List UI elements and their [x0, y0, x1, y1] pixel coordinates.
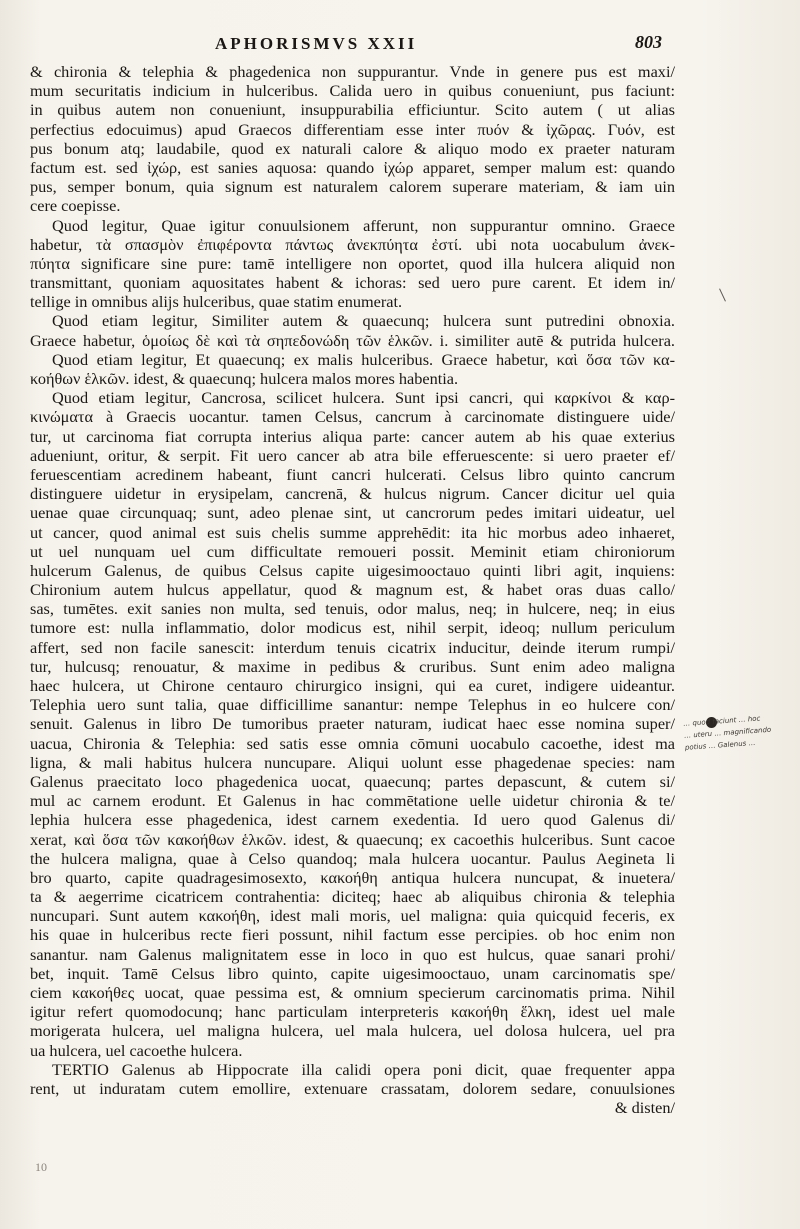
text-line: hulcerum Galenus, de quibus Celsus capite uigesimooctauo quinti libri agit, inquiens:: [30, 560, 675, 580]
text-line: rent, ut induratam cutem emollire, extenuare crassatam, dolorem sedare, conuulsiones: [30, 1078, 675, 1098]
text-line: Quod etiam legitur, Et quaecunq; ex malis hulceribus. Graece habetur, καὶ ὅσα τῶν κα-: [52, 349, 675, 369]
text-line: ut uel nunquam uel cum difficultate remoueri possit. Meminit etiam chironiorum: [30, 541, 675, 561]
text-line: Graece habetur, ὁμοίως δὲ καὶ τὰ σηπεδονώδη τῶν ἑλκῶν. i. similiter autē & putrida hulcera.: [30, 330, 675, 350]
text-line: sas, tumētes. exit sanies non multa, sed tenuis, odor malus, neq; in hulcere, neq; in eius: [30, 599, 675, 619]
text-line: ciem κακοήθες uocat, quae pessima est, & omnium specierum carcinomatis prima. Nihil: [30, 983, 675, 1002]
text-line: bet, inquit. Tamē Celsus libro quinto, capite uigesimooctauo, unam carcinomatis spe/: [30, 963, 675, 983]
text-line: TERTIO Galenus ab Hippocrate illa calidi opera poni dicit, quae frequenter appa: [52, 1059, 675, 1079]
text-line: Quod etiam legitur, Cancrosa, scilicet hulcera. Sunt ipsi cancri, qui καρκίνοι & καρ-: [52, 388, 675, 408]
text-line: feruescentiam acredinem habeant, fiunt cancri hulcerati. Celsus libro quinto cancrum: [30, 464, 675, 484]
text-line: morigerata hulcera, uel maligna hulcera, uel mala hulcera, uel dolosa hulcera, uel pra: [30, 1021, 675, 1041]
text-line: & disten/: [614, 1098, 675, 1118]
text-line: ta & aegerrime cicatricem contrahentia: diciteq; haec ab aliquibus chironia & telephia: [30, 887, 675, 907]
text-line: mul ac carnem erodunt. Et Galenus in hac commētatione uelle uidetur chironia & te/: [30, 791, 675, 811]
text-line: pus, semper bonum, quia signum est naturalem calorem superare materiam, & iam uin: [30, 177, 675, 197]
marginalia-line: … uteru … magnificando: [683, 725, 772, 740]
text-line: πύητα significare sine pure: tamē intelligere non oportet, quod illa hulcera aliquid non: [30, 253, 675, 273]
text-line: ligna, & mali habitus hulcera nuncupare. Aliqui uolunt esse phagedenae species: nam: [30, 752, 675, 772]
text-line: bro quarto, capite quadragesimosexto, κακοήθη antiqua hulcera nuncupat, & inuetera/: [30, 867, 675, 887]
text-line: haec hulcera, ut Chirone centauro chirurgico insigni, qui ea curet, indigere uideantur.: [30, 676, 675, 695]
text-line: habetur, τὰ σπασμὸν ἐπιφέροντα πάντως ἀνεκπύητα ἐστί. ubi nota uocabulum ἀνεκ-: [30, 234, 675, 254]
text-line: & chironia & telephia & phagedenica non suppurantur. Vnde in genere pus est maxi/: [30, 62, 675, 81]
handwritten-marginalia: [683, 710, 795, 754]
text-line: lephia hulcera esse phagedenica, idest carnem exedentia. Id uero quod Galenus di/: [30, 810, 675, 830]
text-line: nuncupari. Sunt autem κακοήθη, idest mali moris, uel maligna: quia quicquid feceris, ex: [30, 906, 675, 926]
text-line: Galenus praecitato loco phagedenica uocat, quaecunq; partes depascunt, & cutem si/: [30, 771, 675, 791]
text-line: igitur refert quomodocunq; hanc particulam interpreteris κακοήθη ἕλκη, idest uel male: [30, 1002, 675, 1022]
body-text: [30, 62, 675, 1117]
text-line: Quod etiam legitur, Similiter autem & quaecunq; hulcera sunt putredini obnoxia.: [52, 311, 675, 331]
text-line: ut cancer, quod animal est suis chelis summe apprehēdit: ita hic morbus adeo inhaeret,: [30, 522, 675, 542]
text-line: transmittant, quoniam aquositates habent & ichoras: sed uero pure carent. Et idem in/: [30, 273, 675, 293]
text-line: ua hulcera, uel cacoethe hulcera.: [30, 1040, 243, 1060]
text-line: Telephia uero sunt talia, quae difficillime sanantur: nempe Telephus in eo hulcere con/: [30, 695, 675, 715]
text-line: in quibus autem non conueniunt, insuppurabilia efficiuntur. Scito autem ( ut alias: [30, 100, 675, 120]
text-line: Quod legitur, Quae igitur conuulsionem afferunt, non suppurantur omnino. Graece: [52, 215, 675, 235]
margin-stroke: [719, 288, 726, 301]
page-number: 803: [635, 32, 662, 52]
text-line: pus bonum atq; laudabile, quod ex naturali calore & aliquo modo ex praeter naturam: [30, 138, 675, 158]
text-line: adueniunt, oritur, & serpit. Fit uero cancer ab atra bile efferuescente: si uero praeter ef/: [30, 445, 675, 465]
text-line: sanantur. nam Galenus malignitatem esse in loco in quo est hulcus, quae sanari prohi/: [30, 944, 675, 964]
text-line: uacua, Chironia & Telephia: sed satis esse omnia cōmuni uocabulo cacoethe, idest ma: [30, 733, 675, 753]
text-line: the hulcera maligna, quae à Celso quandoq; mala hulcera uocantur. Paulus Aegineta li: [30, 848, 675, 868]
text-line: his quae in hulceribus recte fieri possunt, nihil factum esse percipies. ob hoc enim non: [30, 925, 675, 945]
text-line: mum securitatis indicium in hulceribus. Calida uero in quibus conueniunt, pus faciunt:: [30, 81, 675, 101]
text-line: Chironium autem hulcus appellatur, quod & magnum est, & habet oras duas callo/: [30, 580, 675, 600]
text-line: senuit. Galenus in libro De tumoribus praeter naturam, iudicat haec esse nomina super/: [30, 714, 675, 734]
text-line: κοήθων ἑλκῶν. idest, & quaecunq; hulcera malos mores habentia.: [30, 369, 459, 388]
text-line: factum est. sed ἰχώρ, est sanies aquosa: quando ἰχώρ apparet, semper malum est: quando: [30, 157, 675, 177]
text-line: tumore est: nulla inflammatio, dolor modicus est, nihil serpit, ideoq; nullum periculum: [30, 618, 675, 638]
running-title: APHORISMVS XXII: [215, 34, 418, 53]
text-line: affert, sed non facile sanescit: interdum tenuis cicatrix inducitur, deinde iterum rumpi/: [30, 637, 675, 657]
text-line: distinguere uidetur in erysipelam, cancrenā, & hulcus nigrum. Cancer dicitur uel quia: [30, 484, 675, 504]
text-line: perfectius edocuimus) apud Graecos differentiam esse inter πυόν & ἰχῶρας. Γυόν, est: [30, 119, 675, 139]
marginalia-line: potius … Galenus …: [684, 738, 756, 752]
text-line: tellige in omnibus alijs hulceribus, quae statim enumerat.: [30, 292, 403, 312]
text-line: tur, ut carcinoma fiat corrupta interius aliqua parte: cancer autem ab his quae exterius: [30, 426, 675, 446]
text-line: tur, hulcusq; renouatur, & maxime in pedibus & cruribus. Sunt enim adeo maligna: [30, 656, 675, 676]
marginalia-line: … quod faciunt … hoc: [683, 714, 761, 728]
text-line: uenae quae circunquaq; sunt, adeo plenae sint, ut cancrorum pedes imitari uideatur, uel: [30, 503, 675, 523]
text-line: κινώματα à Graecis uocantur. tamen Celsus, cancrum à carcinomate distinguere uide/: [30, 407, 675, 427]
text-line: xerat, καὶ ὅσα τῶν κακοήθων ἑλκῶν. idest, & quaecunq; ex cacoethis hulceribus. Sunt cacoe: [30, 829, 675, 849]
footer-mark: 10: [35, 1160, 47, 1174]
text-line: cere coepisse.: [30, 196, 121, 216]
page-header: [30, 32, 670, 56]
